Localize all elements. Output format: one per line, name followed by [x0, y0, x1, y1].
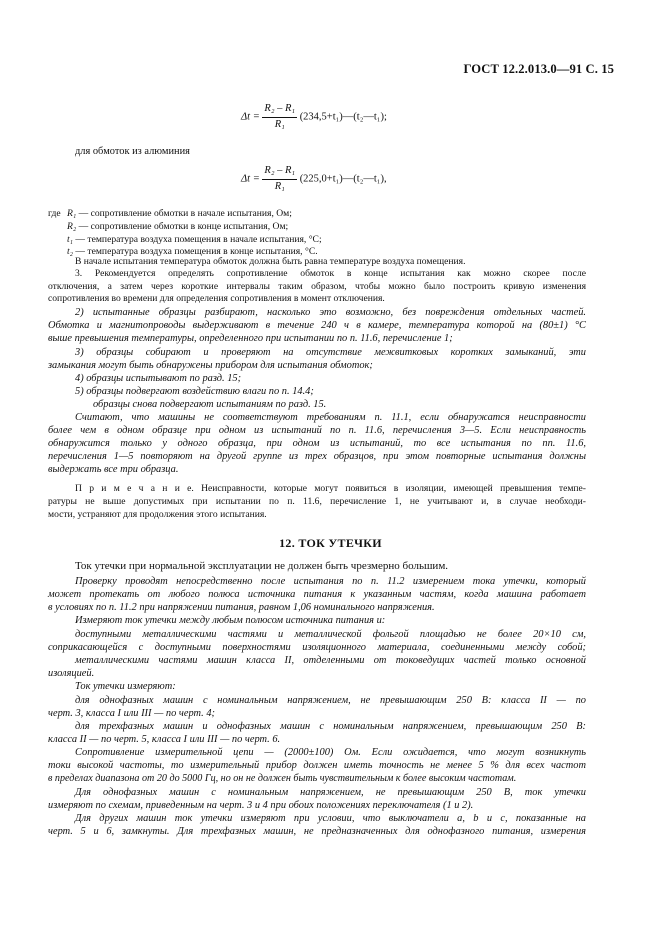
formula-aluminium: [241, 166, 387, 192]
text-line: перечисления 1—5 повторяют на другой группе из трех образцов, при этом повторные испытания должны: [48, 451, 586, 462]
text-line: токи высокой частоты, то измерительный прибор должен иметь точность не менее 5 % для всех частот: [48, 760, 586, 771]
text-line: 3) образцы собирают и проверяют на отсутствие межвитковых коротких замыканий, эти: [75, 347, 586, 358]
text-line: соприкасающейся с доступными поверхностями изоляционного материала, соединенными между собой;: [48, 642, 586, 653]
page-header: ГОСТ 12.2.013.0—91 С. 15: [463, 62, 614, 76]
text-line: может протекать от любого полюса источника питания к указанным частям, когда машина работает: [48, 589, 586, 600]
where-row: t₁ — температура воздуха помещения в начале испытания, °С;: [67, 234, 322, 245]
text-line: для трехфазных машин и однофазных машин с номинальным напряжением, превышающим 250 В:: [75, 721, 586, 732]
formula-copper: [241, 104, 387, 130]
text-line: выше превышения температуры, определенного при испытании по п. 11.6, перечисление 1;: [48, 333, 453, 344]
text-line: Измеряют ток утечки между любым полюсом источника питания и:: [75, 615, 386, 626]
where-prefix: где: [48, 208, 61, 219]
text-line: Ток утечки при нормальной эксплуатации не должен быть чрезмерно большим.: [75, 560, 449, 572]
text-line: Для однофазных машин с номинальным напряжением, не превышающим 250 В, ток утечки: [75, 787, 586, 798]
fraction-denominator: R₁: [274, 180, 285, 192]
text-line: в условиях по п. 11.2 при напряжении питания, равном 1,06 номинального напряжения.: [48, 602, 435, 613]
section-title: 12. ТОК УТЕЧКИ: [279, 536, 382, 550]
text-line: для однофазных машин с номинальным напряжением, не превышающим 250 В: класса II — по: [75, 695, 586, 706]
text-line: 4) образцы испытывают по разд. 15;: [75, 373, 242, 384]
note-line: 3. Рекомендуется определять сопротивление обмоток в конце испытания как можно скорее после: [75, 268, 586, 279]
fraction-denominator: R₁: [274, 118, 285, 130]
text-line: металлическими частями машин класса II, отделенными от токоведущих частей только основной: [75, 655, 586, 666]
text-line: Считают, что машины не соответствуют требованиям п. 11.1, если обнаружатся неисправности: [75, 412, 586, 423]
text-line: Для других машин ток утечки измеряют при условии, что выключатели а, b и с, показанные на: [75, 813, 586, 824]
note-line: П р и м е ч а н и е. Неисправности, которые могут появиться в изоляции, имеющей превышения темпе-: [75, 483, 586, 494]
fraction-numerator: R₂ – R₁: [262, 104, 297, 118]
aluminium-label: для обмоток из алюминия: [75, 146, 190, 157]
text-line: класса II — по черт. 5, класса I или III — по черт. 6.: [48, 734, 281, 745]
text-line: 2) испытанные образцы разбирают, насколько это возможно, без повреждения отдельных частей.: [75, 307, 586, 318]
text-line: выдержать все три образца.: [48, 464, 179, 475]
note-line: сопротивления во времени для определения сопротивления в момент отключения.: [48, 293, 385, 304]
text-line: изоляцией.: [48, 668, 95, 679]
fraction-numerator: R₂ – R₁: [262, 166, 297, 180]
formula-tail: (234,5+t₁)—(t₂—t₁);: [299, 111, 387, 123]
text-line: черт. 3, класса I или III — по черт. 4;: [48, 708, 216, 719]
text-line: в пределах диапазона от 20 до 5000 Гц, но он не должен быть чувствительным к более высоким частотам.: [48, 773, 517, 784]
text-line: более чем в одном образце при одном из испытаний по п. 11.6, перечисления 3—5. Если неисправность: [48, 425, 586, 436]
text-line: образцы снова подвергают испытаниям по разд. 15.: [93, 399, 327, 410]
text-line: Ток утечки измеряют:: [75, 681, 176, 692]
formula-lhs: Δt =: [241, 111, 260, 123]
note-line: мости, устраняют для продолжения этого испытания.: [48, 509, 267, 520]
formula-fraction: [262, 166, 297, 192]
text-line: обнаружится только у одного образца, при одном из испытаний, то все испытания по пп. 11.6,: [48, 438, 586, 449]
note-line: В начале испытания температура обмоток должна быть равна температуре воздуха помещения.: [75, 256, 466, 267]
note-line: отключения, а затем через короткие интервалы таким образом, чтобы можно было построить кривую изменения: [48, 281, 586, 292]
text-line: Обмотка и магнитопроводы выдерживают в течение 240 ч в камере, температура которой на (80±1) °С: [48, 320, 586, 331]
where-row: R₁ — сопротивление обмотки в начале испытания, Ом;: [67, 208, 292, 219]
where-row: R₂ — сопротивление обмотки в конце испытания, Ом;: [67, 221, 289, 232]
text-line: Проверку проводят непосредственно после испытания по п. 11.2 измерением тока утечки, который: [75, 576, 586, 587]
text-line: замыкания могут быть обнаружены прибором для испытания обмоток;: [48, 360, 373, 371]
where-row: t₂ — температура воздуха помещения в конце испытания, °С.: [67, 246, 318, 257]
note-line: ратуры не выше допустимых при испытании по п. 11.6, перечисление 1, не учитывают и, в случае необходи-: [48, 496, 586, 507]
text-line: измеряют по схемам, приведенным на черт. 3 и 4 при обоих положениях переключателя (1 и 2).: [48, 800, 474, 811]
text-line: Сопротивление измерительной цепи — (2000±100) Ом. Если ожидается, что могут возникнуть: [75, 747, 586, 758]
text-line: черт. 5 и 6, замкнуты. Для трехфазных машин, не предназначенных для однофазного питания, измерения: [48, 826, 586, 837]
text-line: доступными металлическими частями и металлической фольгой площадью не более 20×10 см,: [75, 629, 586, 640]
formula-tail: (225,0+t₁)—(t₂—t₁),: [299, 173, 387, 185]
formula-fraction: [262, 104, 297, 130]
text-line: 5) образцы подвергают воздействию влаги по п. 14.4;: [75, 386, 314, 397]
formula-lhs: Δt =: [241, 173, 260, 185]
